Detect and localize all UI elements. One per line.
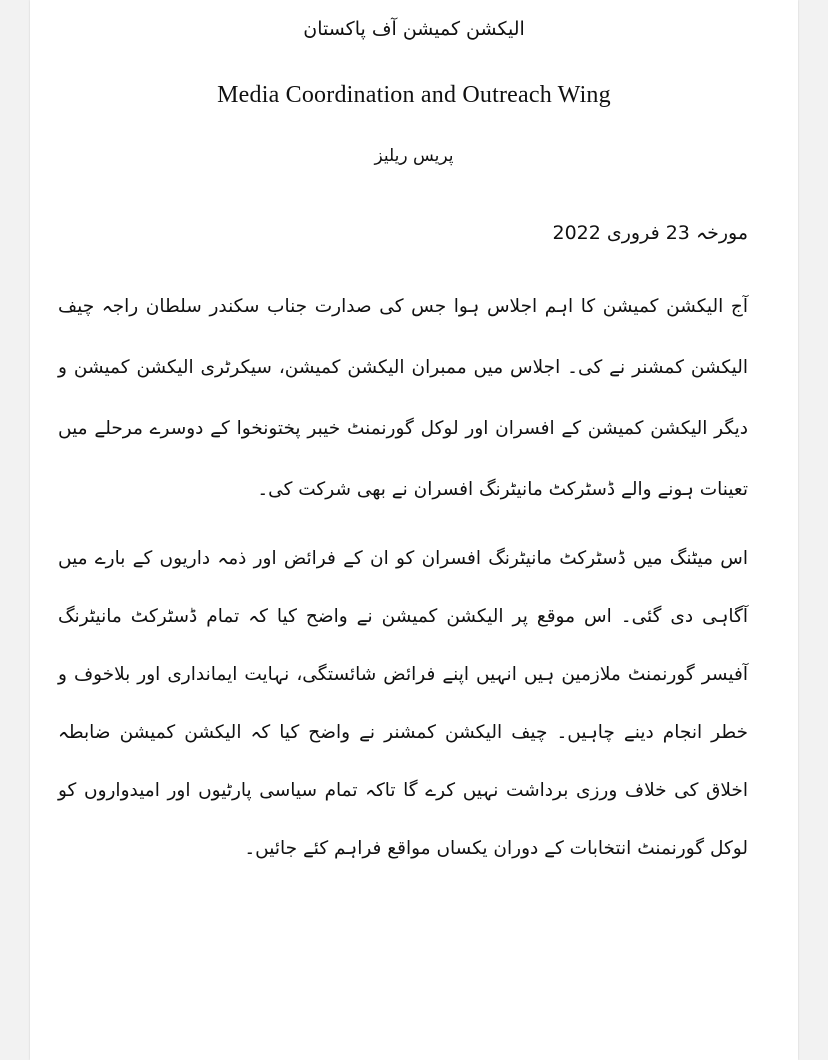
wing-title: Media Coordination and Outreach Wing [217, 82, 611, 108]
press-release-page [30, 0, 798, 1060]
body-paragraph-1: آج الیکشن کمیشن کا اہم اجلاس ہوا جس کی صدارت جناب سکندر سلطان راجہ چیف الیکشن کمشنر نے کی۔ اجلاس میں ممبران الیکشن کمیشن، سیکرٹری الیکشن کمیشن و دیگر الیکشن کمیشن کے افسران اور لوکل گورنمنٹ خیبر پختونخوا کے دوسرے مرحلے میں تعینات ہونے والے ڈسٹرکٹ مانیٹرنگ افسران نے بھی شرکت کی۔ [58, 296, 748, 500]
date-line: مورخہ 23 فروری 2022 [552, 222, 748, 244]
document-type-label: پریس ریلیز [374, 146, 454, 166]
organization-header: الیکشن کمیشن آف پاکستان [303, 18, 525, 40]
body-paragraph-2: اس میٹنگ میں ڈسٹرکٹ مانیٹرنگ افسران کو ان کے فرائض اور ذمہ داریوں کے بارے میں آگاہی دی گئی۔ اس موقع پر الیکشن کمیشن نے واضح کیا کہ تمام ڈسٹرکٹ مانیٹرنگ آفیسر گورنمنٹ ملازمین ہیں انہیں اپنے فرائض شائستگی، نہایت ایمانداری اور بلاخوف و خطر انجام دینے چاہیں۔ چیف الیکشن کمشنر نے واضح کیا کہ الیکشن کمیشن ضابطہ اخلاق کی خلاف ورزی برداشت نہیں کرے گا تاکہ تمام سیاسی پارٹیوں اور امیدواروں کو لوکل گورنمنٹ انتخابات کے دوران یکساں مواقع فراہم کئے جائیں۔ [58, 548, 748, 859]
